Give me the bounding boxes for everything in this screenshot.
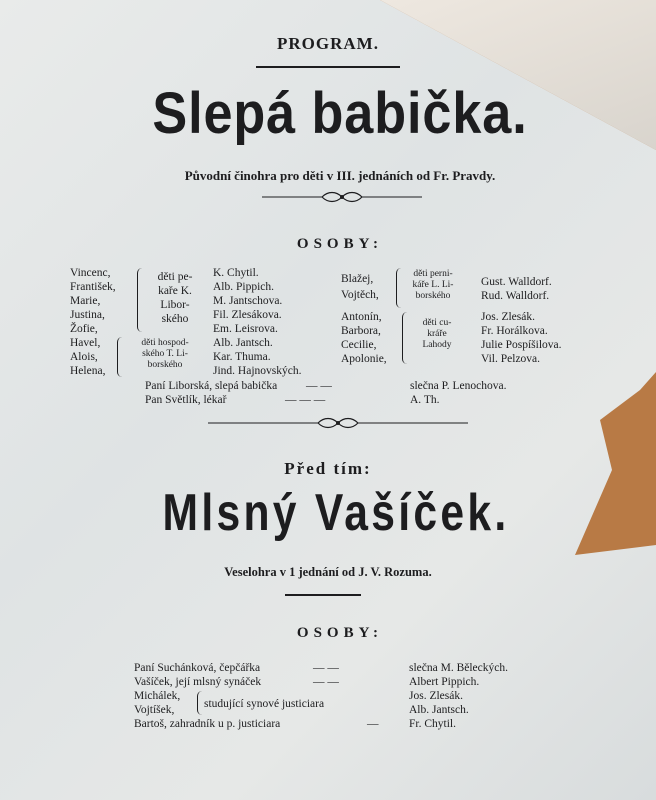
group-label-hospodskeho [120, 338, 210, 371]
actor-name: slečna P. Lenochova. [410, 380, 507, 392]
actor-name: Fr. Horálkova. [481, 325, 548, 337]
actor-name: A. Th. [410, 394, 440, 406]
role-name: Vojtíšek, [134, 704, 175, 716]
group-label-justiciara: studující synové justiciara [204, 698, 325, 710]
actor-name: K. Chytil. [213, 267, 259, 279]
cast-name: Marie, [70, 295, 101, 307]
cast-name: Žofie, [70, 323, 98, 335]
cast1-actors-pekare [213, 266, 282, 336]
group-label-line: káře L. Li- [412, 280, 454, 290]
cast1-actors-pernikare [481, 275, 552, 303]
cast-name: Alois, [70, 351, 98, 363]
group-label-line: Libor- [160, 299, 190, 311]
group-label-line: děti perni- [413, 269, 453, 279]
role-dashes: — — [313, 676, 339, 688]
cast-name: Vincenc, [70, 267, 111, 279]
cast1-names-pernikare [341, 272, 379, 302]
cast-name: Justina, [70, 309, 105, 321]
cast-name: Helena, [70, 365, 106, 377]
actor-name: Fr. Chytil. [409, 718, 456, 730]
before-heading: Před tím: [284, 459, 372, 478]
group-label-pernikare [400, 269, 466, 302]
actor-name: Gust. Walldorf. [481, 276, 552, 288]
actor-name: Julie Pospíšilova. [481, 339, 562, 351]
role-name: Pan Světlík, lékař [145, 394, 227, 406]
role-dashes: — — — [285, 394, 326, 406]
play-title-second: Mlsný Vašíček. [162, 484, 510, 542]
play-subtitle-main: Původní činohra pro děti v III. jednáních od Fr. Pravdy. [184, 168, 496, 183]
role-name: Bartoš, zahradník u p. justiciara [134, 718, 281, 730]
cast-name: Apolonie, [341, 353, 387, 365]
cast2-actors [409, 661, 508, 731]
role-dashes: — — [313, 662, 339, 674]
cast1-role-row [145, 393, 226, 407]
group-label-line: děti hospod- [141, 338, 189, 348]
group-label-line: děti cu- [422, 318, 452, 328]
ornament-divider-2 [208, 416, 468, 430]
role-name: Paní Suchánková, čepčářka [134, 662, 261, 674]
actor-name: Em. Leisrova. [213, 323, 278, 335]
group-label-pekare [142, 270, 208, 326]
group-label-cukrare [405, 318, 469, 351]
group-label-line: borského [415, 291, 451, 301]
group-label-line: děti pe- [157, 271, 193, 283]
actor-name: Jos. Zlesák. [409, 690, 463, 702]
actor-name: Alb. Jantsch. [213, 337, 273, 349]
play-subtitle-second: Veselohra v 1 jednání od J. V. Rozuma. [224, 565, 432, 579]
cast-name: Vojtěch, [341, 289, 379, 301]
actor-name: Vil. Pelzova. [481, 353, 541, 365]
group-label-line: Lahody [422, 340, 452, 350]
actor-name: Rud. Walldorf. [481, 290, 550, 302]
actor-name: M. Jantschova. [213, 295, 283, 307]
actor-name: Alb. Pippich. [213, 281, 275, 293]
cast1-actors-cukrare [481, 310, 562, 366]
actor-name: Albert Pippich. [409, 676, 480, 688]
actor-name: slečna M. Běleckých. [409, 662, 508, 674]
actor-name: Jos. Zlesák. [481, 311, 535, 323]
actor-name: Jind. Hajnovských. [213, 365, 302, 377]
role-dashes: — — [306, 380, 332, 392]
actor-name: Fil. Zlesákova. [213, 309, 282, 321]
cast-name: František, [70, 281, 116, 293]
role-name: Vašíček, její mlsný synáček [134, 676, 262, 688]
group-label-line: borského [147, 360, 183, 370]
divider-program [256, 66, 400, 68]
role-dashes: — [367, 718, 379, 730]
divider-second [285, 594, 361, 596]
group-label-line: kráře [427, 329, 447, 339]
ornament-divider-1 [262, 190, 422, 204]
actor-name: Alb. Jantsch. [409, 704, 469, 716]
cast-heading-2: OSOBY: [296, 625, 384, 641]
role-name: Michálek, [134, 690, 181, 702]
group-label-line: ského [161, 313, 189, 325]
cast1-actors-hospodskeho [213, 336, 301, 378]
cast-name: Antonín, [341, 311, 382, 323]
cast1-role-row [145, 379, 277, 393]
play-title-main: Slepá babička. [152, 81, 528, 146]
role-name: Paní Liborská, slepá babička [145, 380, 278, 392]
actor-name: Kar. Thuma. [213, 351, 271, 363]
cast-name: Blažej, [341, 273, 374, 285]
cast-heading-1: OSOBY: [296, 236, 384, 252]
cast-name: Barbora, [341, 325, 381, 337]
cast1-names-hospodskeho [70, 336, 105, 378]
cast1-names-pekare [70, 266, 116, 336]
cast2-roles [134, 661, 280, 731]
group-label-line: ského T. Li- [142, 349, 188, 359]
program-heading: PROGRAM. [277, 34, 379, 53]
cast1-names-cukrare [341, 310, 387, 366]
brace-justiciara [197, 691, 202, 715]
cast-name: Cecilie, [341, 339, 377, 351]
cast-name: Havel, [70, 337, 101, 349]
group-label-line: kaře K. [158, 285, 192, 297]
